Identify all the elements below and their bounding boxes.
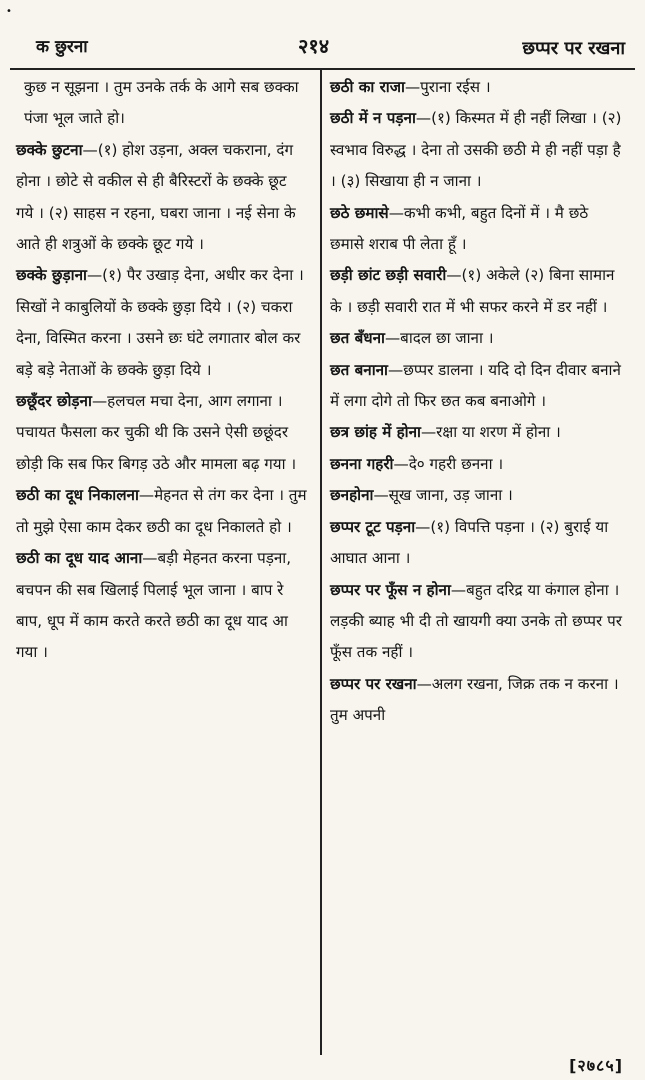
dictionary-entry (16, 260, 308, 386)
entry-definition: —सूख जाना, उड़ जाना । (373, 486, 513, 505)
dictionary-entry (330, 103, 626, 197)
continued-entry (16, 72, 308, 135)
footer-code: [ २७८५ ] (569, 1054, 623, 1076)
dictionary-entry (16, 480, 308, 543)
right-column (330, 72, 626, 732)
entry-headword: छत बँधना (330, 329, 385, 348)
entry-headword: छठी का राजा (330, 78, 405, 96)
entry-definition: —(१) विपत्ति पड़ना । (२) बुराई या आघात आना । (330, 517, 609, 568)
dictionary-entry (330, 512, 626, 575)
entry-definition: —मेहनत से तंग कर देना । तुम तो मुझे ऐसा काम देकर छठी का दूध निकालते हो । (16, 486, 307, 536)
dictionary-entry (330, 449, 626, 480)
dictionary-entry (330, 480, 626, 511)
entry-definition: —पुराना रईस । (404, 78, 491, 96)
dictionary-entry (16, 543, 308, 669)
entry-definition: —(१) होश उड़ना, अक्ल चकराना, दंग होना । छोटे से वकील से ही बैरिस्टरों के छक्के छूट गये । (२) साहस न रहना, घबरा जाना । नई सेना के आते ही शत्रुओं के छक्के छूट गये । (16, 140, 296, 254)
entry-headword: छप्पर पर फूँस न होना (330, 580, 451, 599)
dictionary-entry (330, 575, 626, 669)
entry-definition: —बड़ी मेहनत करना पड़ना, बचपन की सब खिलाई पिलाई भूल जाना । बाप रे बाप, धूप में काम करते करते छठी का दूध याद आ गया । (16, 549, 292, 662)
entry-definition: —बहुत दरिद्र या कंगाल होना । लड़की ब्याह भी दी तो खायगी क्या उनके तो छप्पर पर फूँस तक नहीं । (330, 580, 622, 662)
entry-headword: छछूँदर छोड़ना (16, 392, 92, 411)
entry-definition: —(१) किस्मत में ही नहीं लिखा । (२) स्वभाव विरुद्ध । देना तो उसकी छठी मे ही नहीं पड़ा है । (३) सिखाया ही न जाना । (330, 109, 622, 191)
entry-definition: —अलग रखना, जिक्र तक न करना । तुम अपनी (330, 674, 619, 725)
dictionary-entry (330, 355, 626, 418)
entry-headword: छक्के छुटना (16, 140, 83, 159)
continued-entry-text: कुछ न सूझना । तुम उनके तर्क के आगे सब छक्का पंजा भूल जाते हो। (24, 78, 299, 128)
dictionary-entry (330, 260, 626, 323)
dictionary-entry (330, 72, 626, 103)
entry-definition: —बादल छा जाना । (384, 329, 494, 348)
left-column (16, 72, 308, 669)
entry-headword: छनहोना (330, 486, 374, 505)
entry-headword: छड़ी छांट छड़ी सवारी (330, 266, 447, 285)
dictionary-entry (330, 669, 626, 732)
header-rule (10, 68, 635, 70)
dictionary-entry (16, 135, 308, 261)
entry-definition: —(१) पैर उखाड़ देना, अधीर कर देना । सिखों ने काबुलियों के छक्के छुड़ा दिये । (२) चकरा देना, विस्मित करना । उसने छः घंटे लगातार बोल कर बड़े बड़े नेताओं के छक्के छुड़ा दिये । (16, 266, 304, 379)
entry-headword: छप्पर टूट पड़ना (330, 517, 416, 536)
entry-definition: —कभी कभी, बहुत दिनों में । मै छठे छमासे शराब पी लेता हूँ । (330, 203, 589, 254)
entry-definition: —(१) अकेले (२) बिना सामान के । छड़ी सवारी रात में भी सफर करने में डर नहीं । (330, 266, 615, 316)
entry-headword: छठी में न पड़ना (330, 109, 416, 128)
entry-headword: छत्र छांह में होना (330, 423, 421, 442)
entry-definition: —हलचल मचा देना, आग लगाना । पचायत फैसला कर चुकी थी कि उसने ऐसी छछूंदर छोड़ी कि सब फिर बिगड़ उठे और मामला बढ़ गया । (16, 392, 297, 473)
entry-headword: छक्के छुड़ाना (16, 266, 87, 285)
scan-speck: • (6, 6, 12, 17)
page-number: २१४ (298, 34, 330, 58)
dictionary-entry (16, 386, 308, 480)
entry-definition: —दे० गहरी छनना । (393, 454, 504, 473)
entry-headword: छनना गहरी (330, 454, 394, 473)
page-header (0, 0, 645, 64)
entry-headword: छठे छमासे (330, 203, 389, 222)
dictionary-entry (330, 417, 626, 448)
header-left-title: क छुरना (36, 37, 88, 57)
entry-headword: छप्पर पर रखना (330, 674, 417, 693)
entry-headword: छठी का दूध याद आना (16, 549, 143, 568)
entry-definition: —रक्षा या शरण में होना । (420, 423, 561, 442)
entry-definition: —छप्पर डालना । यदि दो दिन दीवार बनाने में लगा दोगे तो फिर छत कब बनाओगे । (330, 360, 621, 411)
dictionary-entry (330, 323, 626, 354)
header-right-title: छप्पर पर रखना (522, 38, 625, 59)
entry-headword: छठी का दूध निकालना (16, 486, 139, 505)
column-divider (320, 70, 322, 1055)
dictionary-entry (330, 198, 626, 261)
entry-headword: छत बनाना (330, 360, 388, 379)
